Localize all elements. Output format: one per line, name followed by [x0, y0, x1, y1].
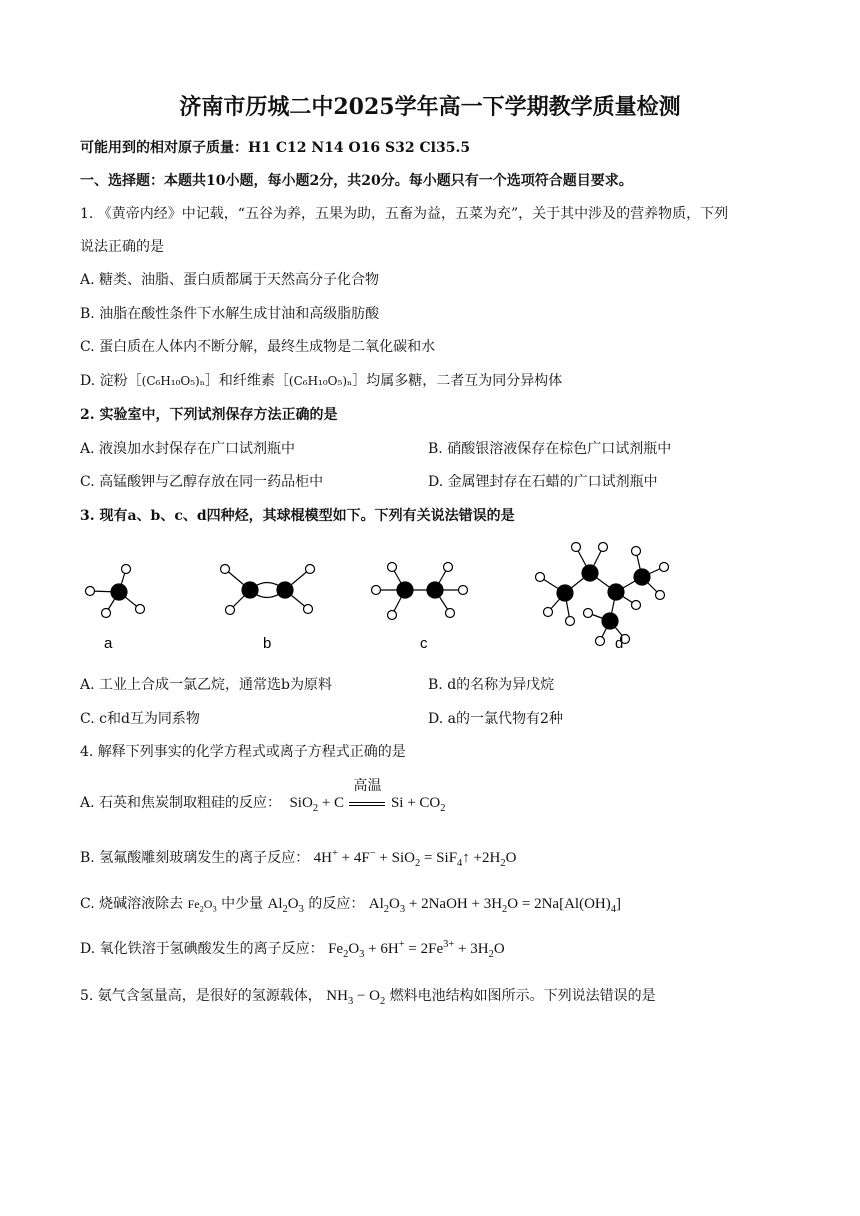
- q1-option-a: A. 糖类、油脂、蛋白质都属于天然高分子化合物: [80, 272, 380, 288]
- q3-option-c: C. c和d互为同系物: [80, 711, 200, 727]
- atomic-masses: 可能用到的相对原子质量：H1 C12 N14 O16 S32 Cl35.5: [80, 140, 471, 156]
- q5-stem: 5. 氨气含氢量高，是很好的氢源载体， $NH_3 - O_2$ 燃料电池结构如图所示。下列说法错误的是: [80, 988, 656, 1007]
- q3-option-a: A. 工业上合成一氯乙烷，通常选b为原料: [80, 677, 332, 693]
- q1-stem-line2: 说法正确的是: [80, 239, 164, 255]
- q3-option-d: D. a的一氯代物有2种: [428, 711, 563, 727]
- label-c: c: [420, 635, 428, 652]
- q4-stem: 4. 解释下列事实的化学方程式或离子方程式正确的是: [80, 744, 406, 760]
- model-a: [86, 565, 145, 618]
- q2-option-a: A. 液溴加水封保存在广口试剂瓶中: [80, 441, 296, 457]
- q4-option-d: D. 氧化铁溶于氢碘酸发生的离子反应： $Fe_2O_3 + 6H^+ = 2Fe^{3+} + 3H_2O$: [80, 939, 505, 960]
- page-title: 济南市历城二中2025学年高一下学期教学质量检测: [179, 94, 681, 120]
- condition-high-temp: 高温: [353, 779, 382, 794]
- model-c: [372, 563, 468, 620]
- label-d: d: [615, 635, 624, 652]
- q3-option-b: B. d的名称为异戊烷: [428, 677, 555, 693]
- q2-option-d: D. 金属锂封存在石蜡的广口试剂瓶中: [428, 474, 658, 490]
- label-a: a: [104, 635, 113, 652]
- q1-option-d: D. 淀粉［(C₆H₁₀O₅)ₙ］和纤维素［(C₆H₁₀O₅)ₙ］均属多糖，二者互为同分异构体: [80, 373, 563, 389]
- q2-option-b: B. 硝酸银溶液保存在棕色广口试剂瓶中: [428, 441, 672, 457]
- label-b: b: [263, 635, 272, 652]
- q1-option-c: C. 蛋白质在人体内不断分解，最终生成物是二氧化碳和水: [80, 339, 436, 355]
- q2-stem: 2. 实验室中，下列试剂保存方法正确的是: [80, 407, 338, 423]
- q3-stem: 3. 现有a、b、c、d四种烃，其球棍模型如下。下列有关说法错误的是: [80, 508, 515, 524]
- q1-stem-line1: 1. 《黄帝内经》中记载，“五谷为养，五果为助，五畜为益，五菜为充”，关于其中涉及的营养物质，下列: [80, 206, 729, 222]
- q4-option-c: C. 烧碱溶液除去 $Fe_2O_3$ 中少量 $Al_2O_3$ 的反应： $Al_2O_3$ + 2NaOH + $3H_2O = 2Na[Al(OH)_4]$: [80, 896, 621, 915]
- q1-option-b: B. 油脂在酸性条件下水解生成甘油和高级脂肪酸: [80, 306, 380, 322]
- q4-option-a: A. 石英和焦炭制取粗硅的反应： SiO$_2$ + C 高温 $Si + CO_2$: [80, 792, 446, 814]
- model-b: [221, 565, 315, 615]
- q2-option-c: C. 高锰酸钾与乙醇存放在同一药品柜中: [80, 474, 324, 490]
- ball-stick-models-figure: [70, 535, 710, 660]
- model-d: [536, 543, 669, 646]
- q4-option-b: B. 氢氟酸雕刻玻璃发生的离子反应： 4H+ + 4F− + SiO$_2$ = SiF$_4$↑ $+2H_2O$: [80, 848, 517, 869]
- section-header: 一、选择题：本题共10小题，每小题2分，共20分。每小题只有一个选项符合题目要求。: [80, 173, 633, 189]
